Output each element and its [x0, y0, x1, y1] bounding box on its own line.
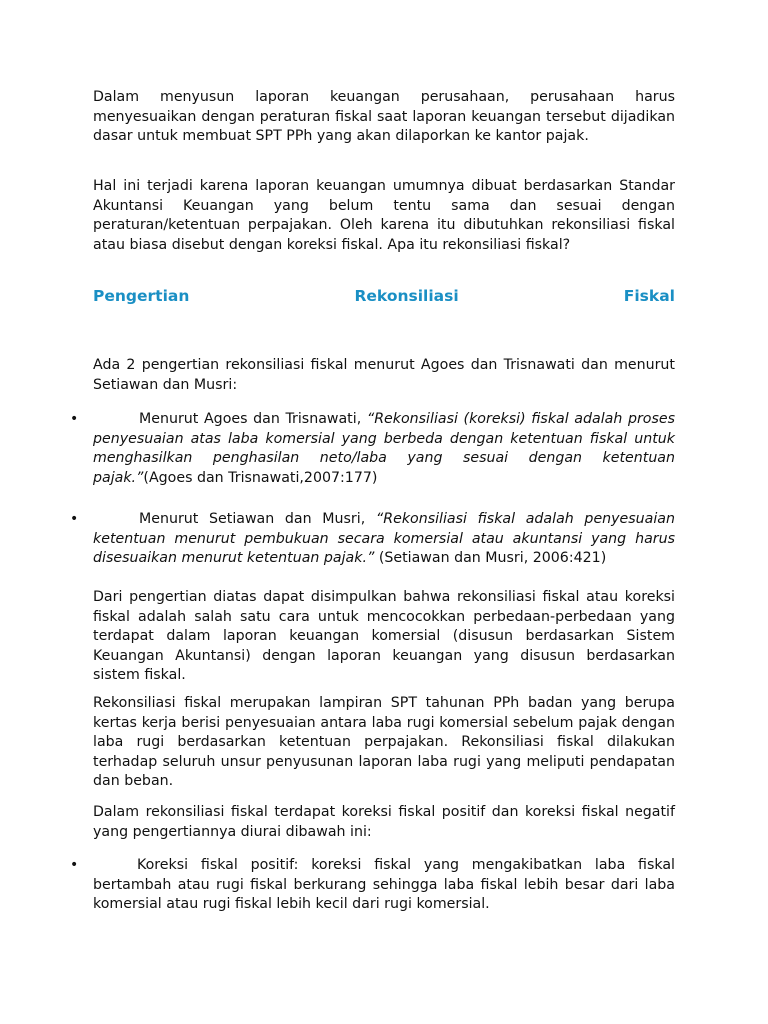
heading-word-3: Fiskal [623, 287, 675, 305]
bullet-marker-3: • [70, 857, 79, 873]
section-heading [93, 287, 675, 305]
heading-word-2: Rekonsiliasi [354, 287, 459, 305]
paragraph-attachment: Rekonsiliasi fiskal merupakan lampiran SPT tahunan PPh badan yang berupa kertas kerja berisi penyesuaian antara laba rugi komersial sebelum pajak dengan laba rugi berdasarkan ketentuan perpajakan. Rekonsiliasi fiskal dilakukan terhadap seluruh unsur penyusunan laporan laba rugi yang meliputi pendapatan dan beban. [93, 695, 675, 789]
bullet-marker-2: • [70, 511, 79, 527]
bullet-1-intro: Menurut Agoes dan Trisnawati, [139, 411, 367, 427]
paragraph-conclusion: Dari pengertian diatas dapat disimpulkan bahwa rekonsiliasi fiskal atau koreksi fiskal adalah salah satu cara untuk mencocokkan perbedaan-perbedaan yang terdapat dalam laporan keuangan komersial (disusun berdasarkan Sistem Keuangan Akuntansi) dengan laporan keuangan yang disusun berdasarkan sistem fiskal. [93, 589, 675, 683]
heading-word-1: Pengertian [93, 287, 190, 305]
paragraph-reason: Hal ini terjadi karena laporan keuangan umumnya dibuat berdasarkan Standar Akuntansi Keuangan yang belum tentu sama dan sesuai dengan peraturan/ketentuan perpajakan. Oleh karena itu dibutuhkan rekonsiliasi fiskal atau biasa disebut dengan koreksi fiskal. Apa itu rekonsiliasi fiskal? [93, 178, 675, 253]
bullet-1-citation: (Agoes dan Trisnawati,2007:177) [143, 469, 378, 486]
bullet-2-intro: Menurut Setiawan dan Musri, [139, 511, 376, 527]
paragraph-two-definitions: Ada 2 pengertian rekonsiliasi fiskal menurut Agoes dan Trisnawati dan menurut Setiawan dan Musri: [93, 357, 675, 393]
bullet-2-citation: (Setiawan dan Musri, 2006:421) [374, 550, 607, 566]
paragraph-intro: Dalam menyusun laporan keuangan perusahaan, perusahaan harus menyesuaikan dengan peraturan fiskal saat laporan keuangan tersebut dijadikan dasar untuk membuat SPT PPh yang akan dilaporkan ke kantor pajak. [93, 89, 675, 144]
bullet-item-agoes [93, 410, 675, 488]
bullet-3-text: Koreksi fiskal positif: koreksi fiskal yang mengakibatkan laba fiskal bertambah atau rugi fiskal berkurang sehingga laba fiskal lebih besar dari laba komersial atau rugi fiskal lebih kecil dari rugi komersial. [93, 857, 675, 912]
bullet-marker-1: • [70, 411, 79, 427]
bullet-item-positive-correction [93, 856, 675, 915]
bullet-1-quote: “Rekonsiliasi (koreksi) fiskal adalah proses penyesuaian atas laba komersial yang berbeda dengan ketentuan fiskal untuk menghasilkan penghasilan neto/laba yang sesuai dengan ketentuan pajak.” [93, 411, 675, 486]
paragraph-corrections: Dalam rekonsiliasi fiskal terdapat koreksi fiskal positif dan koreksi fiskal negatif yang pengertiannya diurai dibawah ini: [93, 804, 675, 840]
bullet-item-setiawan [93, 510, 675, 569]
bullet-2-quote: “Rekonsiliasi fiskal adalah penyesuaian ketentuan menurut pembukuan secara komersial atau akuntansi yang harus disesuaikan menurut ketentuan pajak.” [93, 511, 675, 566]
